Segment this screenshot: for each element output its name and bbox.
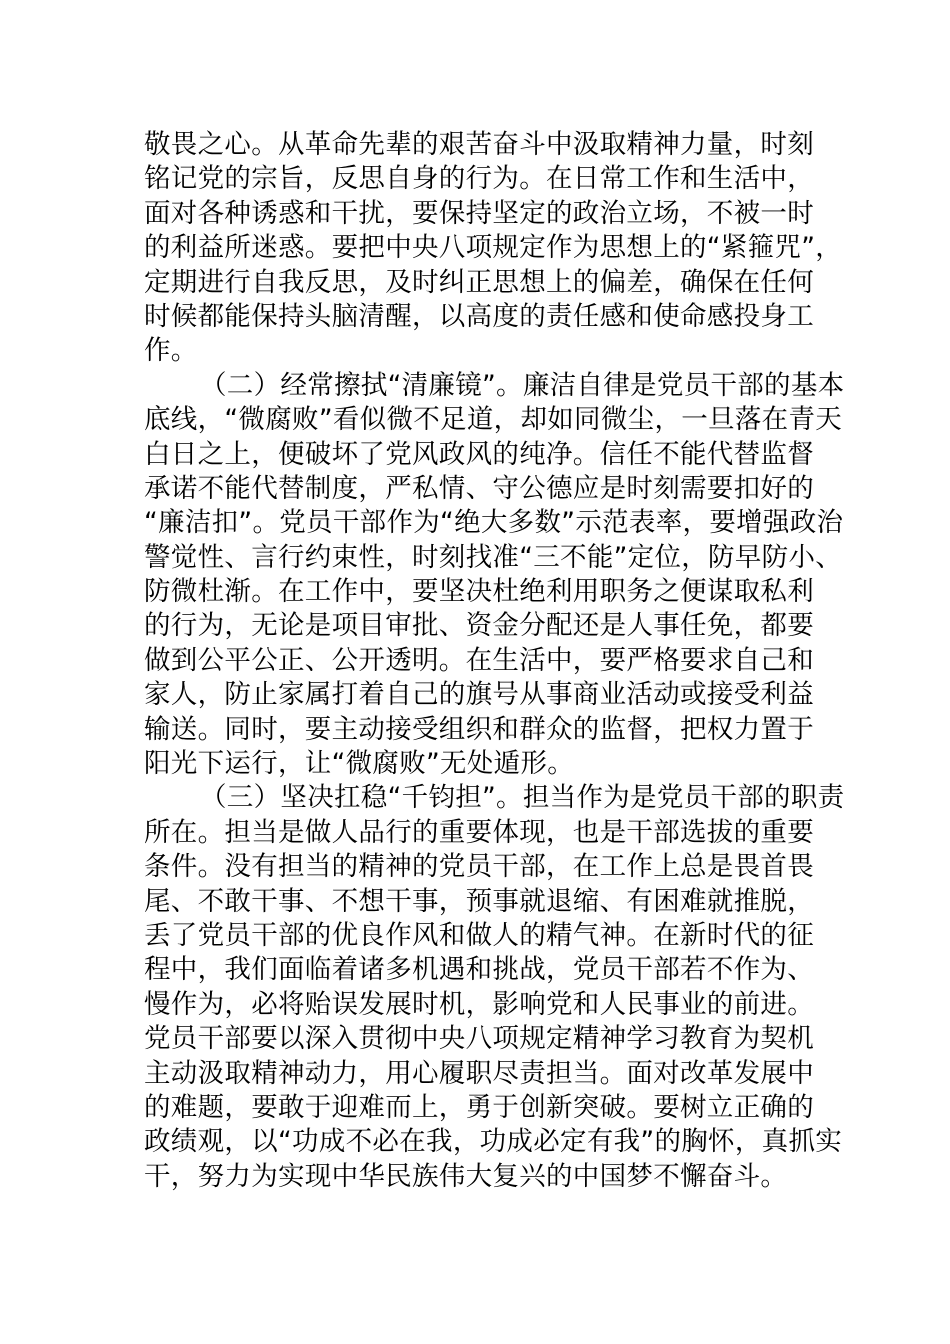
text-line: 白日之上，便破坏了党风政风的纯净。信任不能代替监督 xyxy=(144,438,814,470)
text-line: 干，努力为实现中华民族伟大复兴的中国梦不懈奋斗。 xyxy=(144,1160,788,1192)
text-line: 党员干部要以深入贯彻中央八项规定精神学习教育为契机 xyxy=(144,1023,814,1055)
document-body xyxy=(144,128,845,1194)
text-line: 警觉性、言行约束性，时刻找准“三不能”定位，防早防小、 xyxy=(144,541,843,573)
text-line: 丢了党员干部的优良作风和做人的精气神。在新时代的征 xyxy=(144,919,814,951)
text-line: 程中，我们面临着诸多机遇和挑战，党员干部若不作为、 xyxy=(144,954,814,986)
text-line: 家人，防止家属打着自己的旗号从事商业活动或接受利益 xyxy=(144,679,814,711)
text-line: 做到公平公正、公开透明。在生活中，要严格要求自己和 xyxy=(144,644,814,676)
text-line: 阳光下运行，让“微腐败”无处遁形。 xyxy=(144,748,575,780)
paragraph-heading-line: （三）坚决扛稳“千钧担”。担当作为是党员干部的职责 xyxy=(200,782,845,814)
text-line: 的利益所迷惑。要把中央八项规定作为思想上的“紧箍咒”， xyxy=(144,232,843,264)
text-line: 时候都能保持头脑清醒，以高度的责任感和使命感投身工 xyxy=(144,300,814,332)
text-line: 定期进行自我反思，及时纠正思想上的偏差，确保在任何 xyxy=(144,266,814,298)
text-line: 的难题，要敢于迎难而上，勇于创新突破。要树立正确的 xyxy=(144,1091,814,1123)
text-line: 慢作为，必将贻误发展时机，影响党和人民事业的前进。 xyxy=(144,988,814,1020)
text-line: 输送。同时，要主动接受组织和群众的监督，把权力置于 xyxy=(144,713,814,745)
text-line: 承诺不能代替制度，严私情、守公德应是时刻需要扣好的 xyxy=(144,472,814,504)
text-line: 敬畏之心。从革命先辈的艰苦奋斗中汲取精神力量，时刻 xyxy=(144,129,814,160)
text-line: “廉洁扣”。党员干部作为“绝大多数”示范表率，要增强政治 xyxy=(144,507,844,539)
text-line: 条件。没有担当的精神的党员干部，在工作上总是畏首畏 xyxy=(144,851,814,883)
text-line: 的行为，无论是项目审批、资金分配还是人事任免，都要 xyxy=(144,610,814,642)
text-line: 作。 xyxy=(144,335,198,367)
text-line: 主动汲取精神动力，用心履职尽责担当。面对改革发展中 xyxy=(144,1057,814,1089)
text-line: 尾、不敢干事、不想干事，预事就退缩、有困难就推脱， xyxy=(144,885,814,917)
text-line: 所在。担当是做人品行的重要体现，也是干部选拔的重要 xyxy=(144,816,814,848)
text-line: 面对各种诱惑和干扰，要保持坚定的政治立场，不被一时 xyxy=(144,197,814,229)
text-line: 政绩观，以“功成不必在我，功成必定有我”的胸怀，真抓实 xyxy=(144,1126,843,1158)
paragraph-heading-line: （二）经常擦拭“清廉镜”。廉洁自律是党员干部的基本 xyxy=(200,369,845,401)
text-line: 铭记党的宗旨，反思自身的行为。在日常工作和生活中， xyxy=(144,163,814,195)
text-line: 底线，“微腐败”看似微不足道，却如同微尘，一旦落在青天 xyxy=(144,404,843,436)
text-line: 防微杜渐。在工作中，要坚决杜绝利用职务之便谋取私利 xyxy=(144,576,814,608)
